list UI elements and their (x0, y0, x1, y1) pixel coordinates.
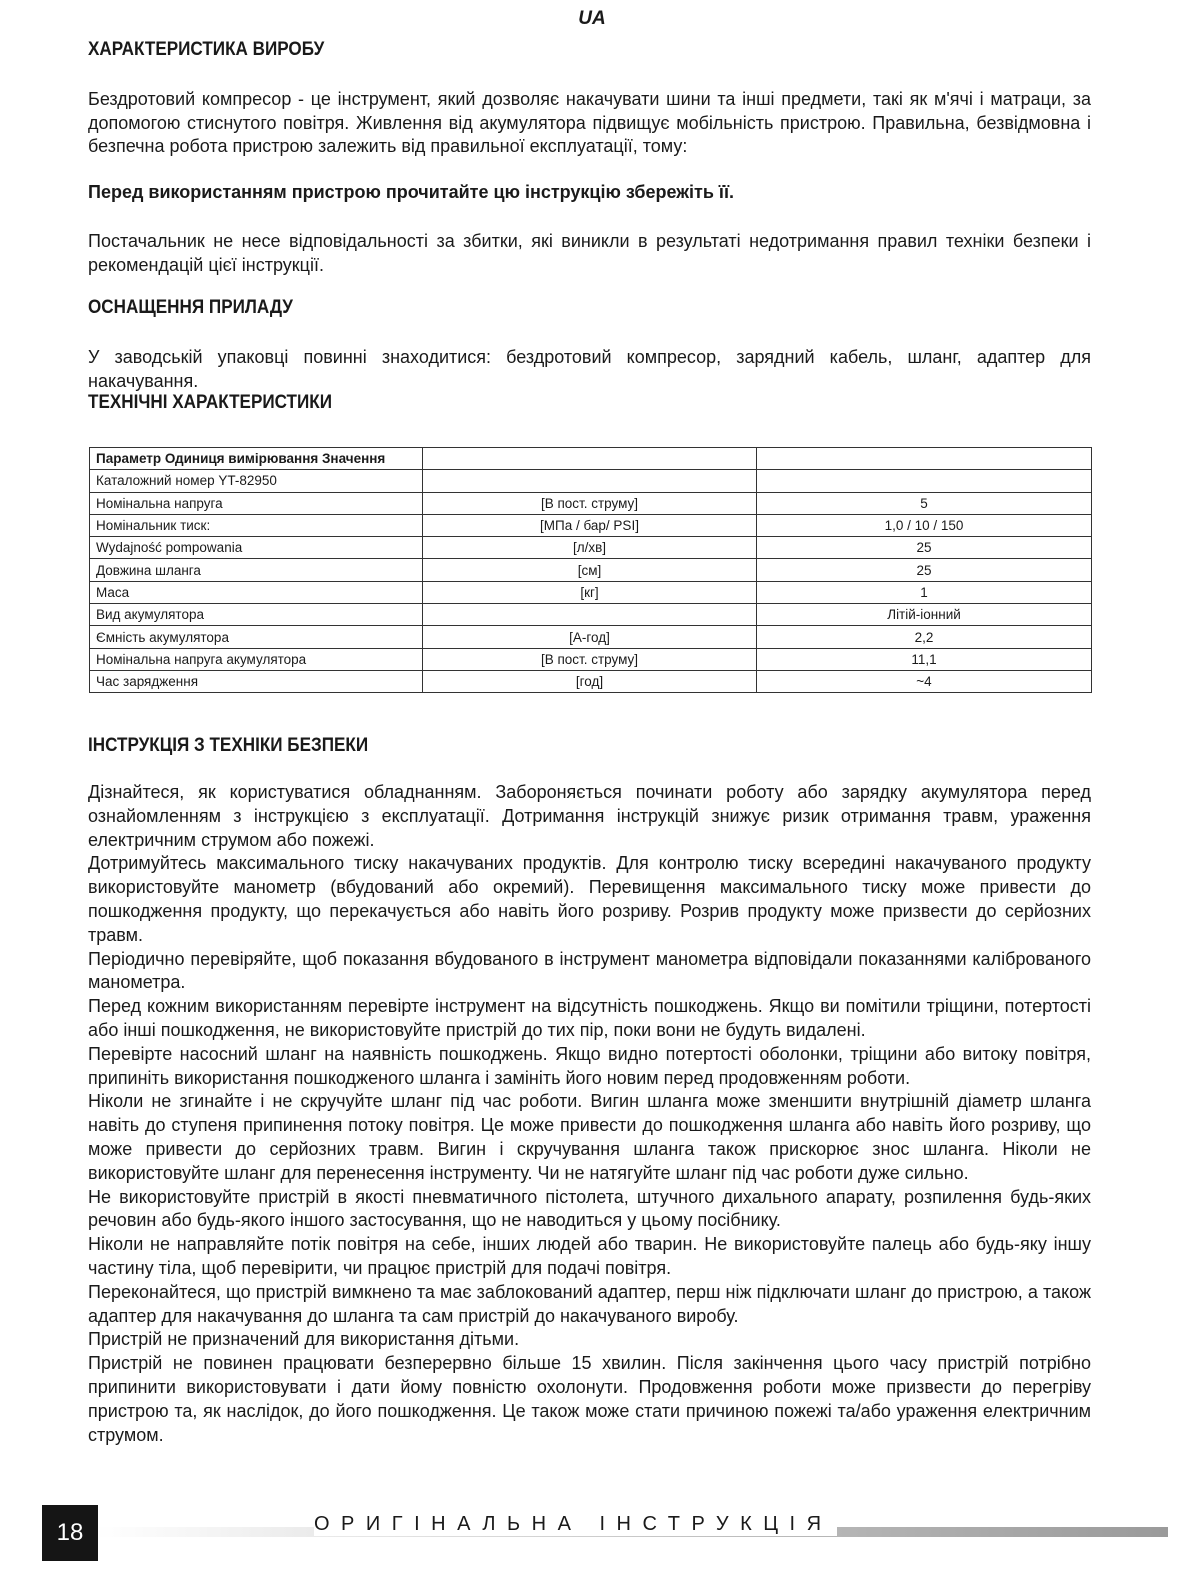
table-header-row (90, 448, 1092, 470)
table-cell: Час зарядження (90, 670, 423, 692)
table-cell: ~4 (757, 670, 1092, 692)
table-cell: [МПа / бар/ PSI] (423, 514, 757, 536)
table-cell: Ємність акумулятора (90, 626, 423, 648)
table-row (90, 537, 1092, 559)
table-row (90, 581, 1092, 603)
safety-instruction-item: Переконайтеся, що пристрій вимкнено та має заблокований адаптер, перш ніж підключати шланг до пристрою, а також адаптер для накачування до шланга та сам пристрій до накачуваного виробу. (88, 1281, 1091, 1326)
read-instructions-notice: Перед використанням пристрою прочитайте цю інструкцію збережіть її. (88, 182, 735, 202)
table-row (90, 648, 1092, 670)
table-cell: 1 (757, 581, 1092, 603)
table-row (90, 604, 1092, 626)
table-row (90, 514, 1092, 536)
table-cell: Каталожний номер YT-82950 (90, 470, 423, 492)
table-cell: Маса (90, 581, 423, 603)
safety-instruction-item: Періодично перевіряйте, щоб показання вбудованого в інструмент манометра відповідали показаннями каліброваного манометра. (88, 948, 1091, 993)
table-cell: [кг] (423, 581, 757, 603)
table-cell (423, 604, 757, 626)
table-cell: [В пост. струму] (423, 492, 757, 514)
package-contents: У заводській упаковці повинні знаходитися: бездротовий компресор, зарядний кабель, шланг, адаптер для накачування. (88, 347, 1091, 391)
language-code: UA (578, 8, 606, 29)
table-cell: Довжина шланга (90, 559, 423, 581)
page-number: 18 (42, 1505, 98, 1561)
safety-instruction-item: Пристрій не призначений для використання дітьми. (88, 1329, 520, 1350)
table-cell (423, 470, 757, 492)
safety-instruction-item: Дотримуйтесь максимального тиску накачуваних продуктів. Для контролю тиску всередині накачуваного продукту використовуйте манометр (вбудований або окремий). Перевищення максимального тиску може привести до пошкодження продукту, що перекачується або навіть його розриву. Розрив продукту може призвести до серйозних травм. (88, 853, 1091, 945)
table-cell: Номінальник тиск: (90, 514, 423, 536)
table-cell: [л/хв] (423, 537, 757, 559)
table-cell: [год] (423, 670, 757, 692)
table-cell: 25 (757, 559, 1092, 581)
tech-specs-title: ТЕХНІЧНІ ХАРАКТЕРИСТИКИ (88, 392, 333, 413)
safety-instructions-list (88, 781, 1091, 1447)
product-description-title: ХАРАКТЕРИСТИКА ВИРОБУ (88, 39, 325, 60)
safety-instruction-item: Перед кожним використанням перевірте інструмент на відсутність пошкоджень. Якщо ви помітили тріщини, потертості або інші пошкодження, не використовуйте пристрій до тих пір, поки вони не будуть видалені. (88, 996, 1091, 1040)
header-cell (423, 448, 757, 470)
safety-instruction-item: Ніколи не направляйте потік повітря на себе, інших людей або тварин. Не використовуйте палець або будь-яку іншу частину тіла, щоб перевірити, чи працює пристрій для подачі повітря. (88, 1234, 1091, 1278)
safety-instruction-item: Не використовуйте пристрій в якості пневматичного пістолета, штучного дихального апарату, розпилення будь-яких речовин або будь-якого іншого застосування, що не наводиться у цьому посібнику. (88, 1186, 1091, 1231)
tech-specs-table (89, 447, 1092, 693)
safety-instruction-item: Дізнайтеся, як користуватися обладнанням. Забороняється починати роботу або зарядку акумулятора перед ознайомленням з інструкцією з експлуатації. Дотримання інструкцій знижує ризик отримання травм, ураження електричним струмом або пожежі. (88, 782, 1091, 850)
table-cell: Wydajność pompowania (90, 537, 423, 559)
table-cell: [см] (423, 559, 757, 581)
table-cell: Номінальна напруга (90, 492, 423, 514)
table-cell: 2,2 (757, 626, 1092, 648)
table-row (90, 492, 1092, 514)
table-cell: Вид акумулятора (90, 604, 423, 626)
table-cell: [В пост. струму] (423, 648, 757, 670)
table-row (90, 626, 1092, 648)
table-cell: 11,1 (757, 648, 1092, 670)
table-row (90, 470, 1092, 492)
header-cell (757, 448, 1092, 470)
table-cell: Літій-іонний (757, 604, 1092, 626)
footer-title: ОРИГІНАЛЬНА ІНСТРУКЦІЯ (314, 1513, 837, 1536)
safety-instruction-item: Перевірте насосний шланг на наявність пошкоджень. Якщо видно потертості оболонки, тріщини або витоку повітря, припиніть використання пошкодженого шланга і замініть його новим перед продовженням роботи. (88, 1043, 1091, 1088)
table-row (90, 559, 1092, 581)
table-row (90, 670, 1092, 692)
liability-disclaimer: Постачальник не несе відповідальності за збитки, які виникли в результаті недотримання правил техніки безпеки і рекомендацій цієї інструкції. (88, 231, 1091, 275)
product-description-paragraph: Бездротовий компресор - це інструмент, який дозволяє накачувати шини та інші предмети, такі як м'ячі і матраци, за допомогою стиснутого повітря. Живлення від акумулятора підвищує мобільність пристрою. Правильна, безвідмовна і безпечна робота пристрою залежить від правильної експлуатації, тому: (88, 89, 1091, 156)
equipment-title: ОСНАЩЕННЯ ПРИЛАДУ (88, 297, 293, 318)
table-cell: [А-год] (423, 626, 757, 648)
safety-instruction-item: Пристрій не повинен працювати безперервно більше 15 хвилин. Після закінчення цього часу пристрій потрібно припинити використовувати і дати йому повністю охолонути. Продовження роботи може призвести до перегріву пристрою та, як наслідок, до його пошкодження. Це також може стати причиною пожежі та/або ураження електричним струмом. (88, 1353, 1091, 1445)
header-cell: Параметр Одиниця вимірювання Значення (90, 448, 423, 470)
table-cell: 25 (757, 537, 1092, 559)
table-cell: 5 (757, 492, 1092, 514)
table-cell: 1,0 / 10 / 150 (757, 514, 1092, 536)
table-cell: Номінальна напруга акумулятора (90, 648, 423, 670)
safety-title: ІНСТРУКЦІЯ З ТЕХНІКИ БЕЗПЕКИ (88, 735, 369, 756)
table-cell (757, 470, 1092, 492)
safety-instruction-item: Ніколи не згинайте і не скручуйте шланг під час роботи. Вигин шланга може зменшити внутрішній діаметр шланга навіть до ступеня припинення потоку повітря. Це може привести до пошкодження шланга або навіть його розриву, що може привести до серйозних травм. Вигин і скручування шланга також прискорює знос шланга. Ніколи не використовуйте шланг для перенесення інструменту. Чи не натягуйте шланг під час роботи дуже сильно. (88, 1091, 1091, 1183)
